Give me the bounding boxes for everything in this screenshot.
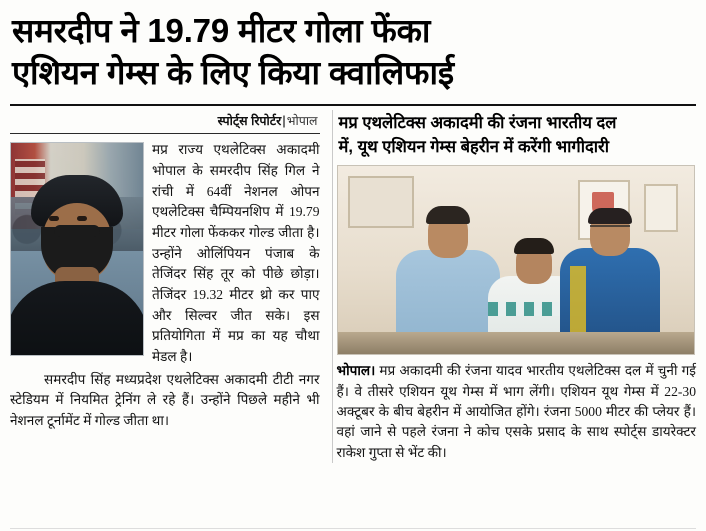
column-divider [332, 110, 333, 463]
headline-line-2: एशियन गेम्स के लिए किया क्वालिफाई [12, 54, 454, 92]
left-article-body [10, 140, 320, 431]
byline-reporter: स्पोर्ट्स रिपोर्टर [217, 114, 282, 129]
article-columns [0, 106, 706, 463]
photo-person-director-hair [588, 208, 632, 224]
dateline: भोपाल। [336, 363, 376, 379]
headline-line-1: समरदीप ने 19.79 मीटर गोला फेंका [12, 12, 431, 49]
byline [10, 110, 320, 133]
photo-person-athlete-hair [514, 238, 554, 254]
left-column [10, 110, 328, 463]
byline-location: भोपाल [286, 114, 318, 129]
sub-headline-line-2: में, यूथ एशियन गेम्स बेहरीन में करेंगी भागीदारी [338, 137, 610, 156]
right-article-body [337, 361, 696, 463]
glasses-icon [590, 225, 630, 234]
group-photo [337, 165, 695, 355]
photo-eye-right [77, 216, 87, 221]
left-paragraph-1: मप्र राज्य एथलेटिक्स अकादमी भोपाल के समरदीप सिंह गिल ने रांची में 64वीं नेशनल ओपन एथलेटिक्स चैम्पियनशिप में 19.79 मीटर गोला फेंककर गोल्ड जीता है। उन्होंने ओलिंपियन पंजाब के तेजिंदर सिंह तूर को पीछे छोड़ा। तेजिंदर 19.32 मीटर थ्रो कर पाए और सिल्वर जीत सके। इस प्रतियोगिता में मप्र का यह चौथा मेडल है। [152, 142, 320, 365]
byline-separator: | [282, 114, 286, 129]
headline-block [0, 0, 706, 98]
photo-shoulders [10, 281, 144, 355]
byline-divider [10, 133, 320, 134]
photo-person-coach-hair [426, 206, 470, 224]
right-paragraph-1: मप्र अकादमी की रंजना यादव भारतीय एथलेटिक्स दल में चुनी गई हैं। वे तीसरे एशियन यूथ गेम्स में भाग लेंगी। एशियन यूथ गेम्स में 22-30 अक्टूबर के बीच बेहरीन में आयोजित होंगे। रंजना 5000 मीटर की प्लेयर हैं। वहां जाने से पहले रंजना ने कोच एसके प्रसाद के साथ स्पोर्ट्स डायरेक्टर राकेश गुप्ता से भेंट की। [336, 363, 696, 460]
photo-floor [338, 332, 694, 354]
athlete-photo [10, 142, 144, 356]
sub-headline-line-1: मप्र एथलेटिक्स अकादमी की रंजना भारतीय दल [338, 114, 617, 133]
bottom-rule [10, 528, 696, 529]
left-paragraph-2: समरदीप सिंह मध्यप्रदेश एथलेटिक्स अकादमी टीटी नगर स्टेडियम में नियमित ट्रेनिंग ले रहे हैं। उन्होंने पिछले महीने भी नेशनल टूर्नामेंट में गोल्ड जीता था। [10, 371, 320, 428]
sub-headline [337, 110, 696, 165]
right-column [337, 110, 696, 463]
photo-eye-left [49, 216, 59, 221]
photo-moustache [54, 225, 100, 237]
